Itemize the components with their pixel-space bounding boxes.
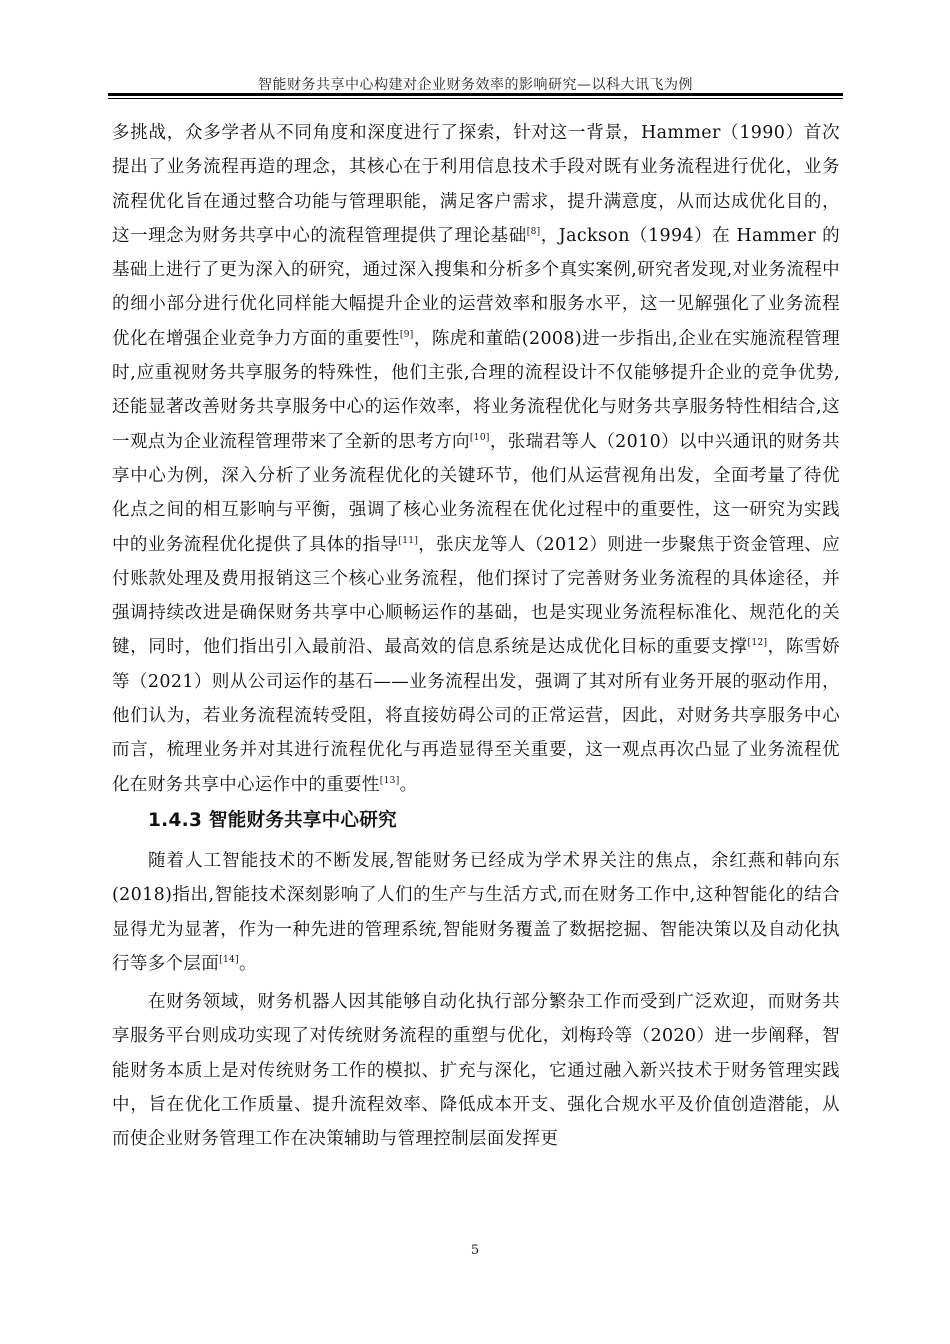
paragraph-text: 。 bbox=[238, 953, 257, 974]
citation-ref: [8] bbox=[526, 226, 541, 237]
citation-ref: [10] bbox=[469, 432, 490, 443]
running-header-title: 智能财务共享中心构建对企业财务效率的影响研究—以科大讯飞为例 bbox=[258, 77, 693, 93]
header-rule-thin bbox=[108, 98, 843, 99]
page-number: 5 bbox=[470, 1243, 480, 1258]
citation-ref: [9] bbox=[399, 329, 414, 340]
header-rule-thick bbox=[108, 93, 843, 96]
paragraph-intelligent-finance-intro bbox=[112, 844, 840, 981]
paragraph-text: ，陈虎和董皓(2008)进一步指出,企业在实施流程管理时,应重视财务共享服务的特殊性，他们主张,合理的流程设计不仅能够提升企业的竞争优势,还能显著改善财务共享服务中心的运作效率，将业务流程优化与财务共享服务特性相结合,这一观点为企业流程管理带来了全新的思考方向 bbox=[112, 328, 841, 452]
body-text bbox=[112, 116, 840, 1157]
paragraph-text: 随着人工智能技术的不断发展,智能财务已经成为学术界关注的焦点，余红燕和韩向东(2018)指出,智能技术深刻影响了人们的生产与生活方式,而在财务工作中,这种智能化的结合显得尤为显著，作为一种先进的管理系统,智能财务覆盖了数据挖掘、智能决策以及自动化执行等多个层面 bbox=[112, 850, 840, 974]
paragraph-text: 在财务领域，财务机器人因其能够自动化执行部分繁杂工作而受到广泛欢迎，而财务共享服务平台则成功实现了对传统财务流程的重塑与优化，刘梅玲等（2020）进一步阐释，智能财务本质上是对传统财务工作的模拟、扩充与深化，它通过融入新兴技术于财务管理实践中，旨在优化工作质量、提升流程效率、降低成本开支、强化合规水平及价值创造潜能，从而使企业财务管理工作在决策辅助与管理控制层面发挥更 bbox=[112, 992, 840, 1150]
paragraph-text: ，Jackson（1994）在 Hammer 的基础上进行了更为深入的研究，通过深入搜集和分析多个真实案例,研究者发现,对业务流程中的细小部分进行优化同样能大幅提升企业的运营效率和服务水平，这一见解强化了业务流程优化在增强企业竞争力方面的重要性 bbox=[112, 225, 840, 349]
citation-ref: [12] bbox=[747, 638, 768, 649]
paragraph-text: ，张庆龙等人（2012）则进一步聚焦于资金管理、应付账款处理及费用报销这三个核心业务流程，他们探讨了完善财务业务流程的具体途径，并强调持续改进是确保财务共享中心顺畅运作的基础，也是实现业务流程标准化、规范化的关键，同时，他们指出引入最前沿、最高效的信息系统是达成优化目标的重要支撑 bbox=[112, 534, 840, 658]
citation-ref: [14] bbox=[219, 954, 239, 965]
paragraph-text: 多挑战，众多学者从不同角度和深度进行了探索，针对这一背景，Hammer（1990）首次提出了业务流程再造的理念，其核心在于利用信息技术手段对既有业务流程进行优化，业务流程优化旨在通过整合功能与管理职能，满足客户需求，提升满意度，从而达成优化目的，这一理念为财务共享中心的流程管理提供了理论基础 bbox=[112, 123, 840, 246]
paragraph-finance-robots bbox=[112, 985, 840, 1156]
section-heading: 1.4.3 智能财务共享中心研究 bbox=[148, 809, 397, 831]
paragraph-business-process-review bbox=[112, 116, 840, 802]
citation-ref: [11] bbox=[398, 535, 419, 546]
citation-ref: [13] bbox=[379, 775, 400, 786]
paragraph-text: ，陈雪娇等（2021）则从公司运作的基石——业务流程出发，强调了其对所有业务开展的驱动作用，他们认为，若业务流程流转受阻，将直接妨碍公司的正常运营，因此，对财务共享服务中心而言，梳理业务并对其进行流程优化与再造显得至关重要，这一观点再次凸显了业务流程优化在财务共享中心运作中的重要性 bbox=[112, 637, 841, 795]
paragraph-text: 。 bbox=[399, 774, 418, 795]
paragraph-text: ，张瑞君等人（2010）以中兴通讯的财务共享中心为例，深入分析了业务流程优化的关键环节，他们从运营视角出发，全面考量了待优化点之间的相互影响与平衡，强调了核心业务流程在优化过程中的重要性，这一研究为实践中的业务流程优化提供了具体的指导 bbox=[112, 431, 841, 555]
